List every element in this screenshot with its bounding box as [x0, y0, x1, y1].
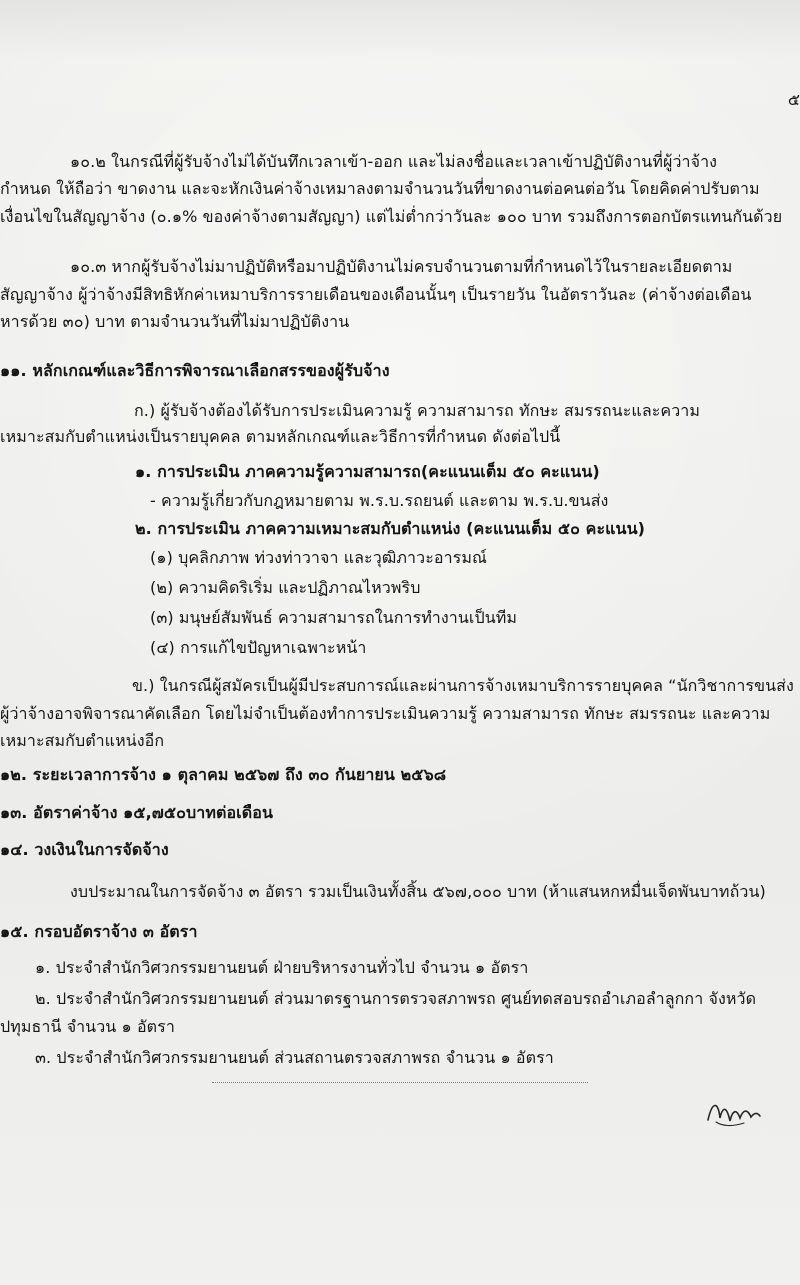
section-15-heading: ๑๕. กรอบอัตราจ้าง ๓ อัตรา	[0, 922, 198, 941]
section-13: ๑๓. อัตราค่าจ้าง ๑๕,๗๕๐บาทต่อเดือน	[0, 803, 273, 822]
section-14-heading: ๑๔. วงเงินในการจัดจ้าง	[0, 840, 169, 859]
section-15-item-2-line-1: ๒. ประจำสำนักวิศวกรรมยานยนต์ ส่วนมาตรฐานการตรวจสภาพรถ ศูนย์ทดสอบรถอำเภอลำลูกกา จังหวัด	[35, 989, 757, 1008]
section-12: ๑๒. ระยะเวลาการจ้าง ๑ ตุลาคม ๒๕๖๗ ถึง ๓๐ กันยายน ๒๕๖๘	[0, 765, 447, 784]
section-11-item-1: (๑) บุคลิกภาพ ท่วงท่าวาจา และวุฒิภาวะอารมณ์	[150, 548, 487, 567]
section-11-a-line-2: เหมาะสมกับตำแหน่งเป็นรายบุคคล ตามหลักเกณฑ์และวิธีการที่กำหนด ดังต่อไปนี้	[0, 427, 561, 446]
section-11-b-line-1: ข.) ในกรณีผู้สมัครเป็นผู้มีประสบการณ์และผ่านการจ้างเหมาบริการรายบุคคล “นักวิชาการขนส่ง	[132, 676, 794, 695]
paragraph-10-2-line-2: กำหนด ให้ถือว่า ขาดงาน และจะหักเงินค่าจ้างเหมาลงตามจำนวนวันที่ขาดงานต่อคนต่อวัน โดยคิดค่าปรับตาม	[0, 179, 760, 198]
section-11-heading: ๑๑. หลักเกณฑ์และวิธีการพิจารณาเลือกสรรของผู้รับจ้าง	[0, 361, 390, 380]
section-15-item-1: ๑. ประจำสำนักวิศวกรรมยานยนต์ ฝ่ายบริหารงานทั่วไป จำนวน ๑ อัตรา	[35, 958, 529, 977]
section-14-body: งบประมาณในการจัดจ้าง ๓ อัตรา รวมเป็นเงินทั้งสิ้น ๕๖๗,๐๐๐ บาท (ห้าแสนหกหมื่นเจ็ดพันบาทถ้วน)	[70, 882, 766, 901]
paragraph-10-3-line-3: หารด้วย ๓๐) บาท ตามจำนวนวันที่ไม่มาปฏิบัติงาน	[0, 312, 350, 331]
paragraph-10-2-line-3: เงื่อนไขในสัญญาจ้าง (๐.๑% ของค่าจ้างตามสัญญา) แต่ไม่ต่ำกว่าวันละ ๑๐๐ บาท รวมถึงการตอกบัตรแทนกันด้วย	[0, 207, 783, 226]
section-11-item-4: (๔) การแก้ไขปัญหาเฉพาะหน้า	[150, 638, 367, 657]
section-11-assessment-1: ๑. การประเมิน ภาคความรู้ความสามารถ(คะแนนเต็ม ๕๐ คะแนน)	[135, 462, 600, 481]
dotted-divider	[212, 1082, 588, 1083]
section-11-item-2: (๒) ความคิดริเริ่ม และปฏิภาณไหวพริบ	[150, 578, 421, 597]
section-11-b-line-2: ผู้ว่าจ้างอาจพิจารณาคัดเลือก โดยไม่จำเป็นต้องทำการประเมินความรู้ ความสามารถ ทักษะ สมรรถนะ และความ	[0, 704, 771, 723]
paragraph-10-3-line-2: สัญญาจ้าง ผู้ว่าจ้างมีสิทธิหักค่าเหมาบริการรายเดือนของเดือนนั้นๆ เป็นรายวัน ในอัตราวันละ (ค่าจ้างต่อเดือน	[0, 285, 752, 304]
signature-mark	[702, 1092, 762, 1132]
section-11-assessment-1-detail: - ความรู้เกี่ยวกับกฎหมายตาม พ.ร.บ.รถยนต์ และตาม พ.ร.บ.ขนส่ง	[150, 491, 609, 510]
page-number: ๕	[787, 90, 800, 109]
section-15-item-2-line-2: ปทุมธานี จำนวน ๑ อัตรา	[0, 1017, 175, 1036]
paragraph-10-3-line-1: ๑๐.๓ หากผู้รับจ้างไม่มาปฏิบัติหรือมาปฏิบัติงานไม่ครบจำนวนตามที่กำหนดไว้ในรายละเอียดตาม	[70, 257, 733, 276]
section-11-assessment-2: ๒. การประเมิน ภาคความเหมาะสมกับตำแหน่ง (คะแนนเต็ม ๕๐ คะแนน)	[135, 519, 646, 538]
section-11-item-3: (๓) มนุษย์สัมพันธ์ ความสามารถในการทำงานเป็นทีม	[150, 608, 518, 627]
section-11-b-line-3: เหมาะสมกับตำแหน่งอีก	[0, 731, 165, 750]
paragraph-10-2-line-1: ๑๐.๒ ในกรณีที่ผู้รับจ้างไม่ได้บันทึกเวลาเข้า-ออก และไม่ลงชื่อและเวลาเข้าปฏิบัติงานที่ผู้ว่าจ้าง	[70, 152, 718, 171]
section-15-item-3: ๓. ประจำสำนักวิศวกรรมยานยนต์ ส่วนสถานตรวจสภาพรถ จำนวน ๑ อัตรา	[35, 1048, 554, 1067]
section-11-a-line-1: ก.) ผู้รับจ้างต้องได้รับการประเมินความรู้ ความสามารถ ทักษะ สมรรถนะและความ	[134, 401, 701, 420]
